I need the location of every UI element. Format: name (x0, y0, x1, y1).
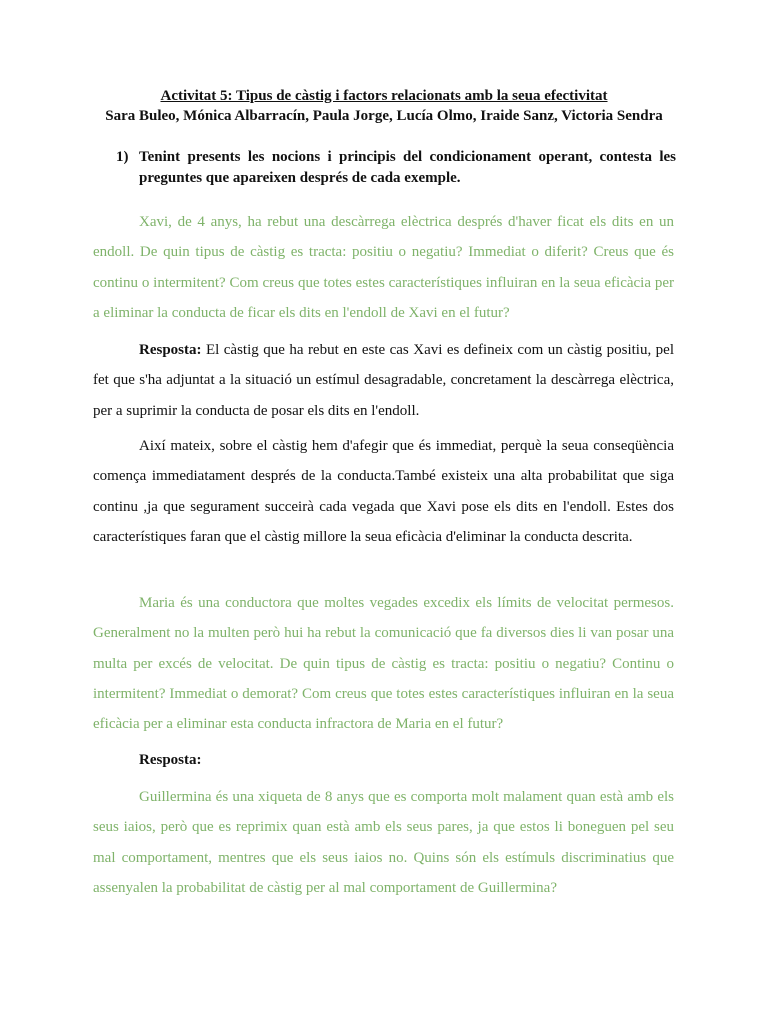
answer-text: El càstig que ha rebut en este cas Xavi es defineix com un càstig positiu, pel fet que s'ha adjuntat a la situació un estímul desagradable, concretament la descàrrega elèctrica, per a suprimir la conducta de posar els dits en l'endoll. (93, 342, 674, 419)
question-number: 1) (116, 149, 129, 165)
example-guillermina: Guillermina és una xiqueta de 8 anys que es comporta molt malament quan està amb els seus iaios, però que es reprimix quan està amb els seus pares, ja que estos li boneguen pel seu mal comportament, mentres que els seus iaios no. Quins són els estímuls discriminatius que assenyalen la probabilitat de càstig per al mal comportament de Guillermina? (93, 789, 674, 896)
answer-xavi-paragraph-2: Així mateix, sobre el càstig hem d'afegir que és immediat, perquè la seua conseqüència comença immediatament després de la conducta.També existeix una alta probabilitat que siga continu ,ja que segurament succeirà cada vegada que Xavi pose els dits en l'endoll. Estes dos característiques faran que el càstig millore la seua eficàcia d'eliminar la conducta descrita. (93, 438, 674, 545)
example-maria: Maria és una conductora que moltes vegades excedix els límits de velocitat permesos. Generalment no la multen però hui ha rebut la comunicació que fa diversos dies li van posar una multa per excés de velocitat. De quin tipus de càstig es tracta: positiu o negatiu? Continu o intermitent? Immediat o demorat? Com creus que totes estes característiques influiran en la seua eficàcia per a eliminar esta conducta infractora de Maria en el futur? (93, 595, 674, 733)
answer-maria-label: Resposta: (139, 752, 202, 768)
example-xavi: Xavi, de 4 anys, ha rebut una descàrrega elèctrica després d'haver ficat els dits en un endoll. De quin tipus de càstig es tracta: positiu o negatiu? Immediat o diferit? Creus que és continu o intermitent? Com creus que totes estes característiques influiran en la seua eficàcia per a eliminar la conducta de ficar els dits en l'endoll de Xavi en el futur? (93, 214, 674, 321)
answer-xavi-paragraph-1 (93, 335, 674, 426)
activity-title: Activitat 5: Tipus de càstig i factors relacionats amb la seua efectivitat (160, 88, 608, 104)
answer-label: Resposta: (139, 342, 202, 358)
question-text: Tenint presents les nocions i principis del condicionament operant, contesta les preguntes que apareixen després de cada exemple. (139, 149, 676, 186)
question-1 (116, 147, 676, 189)
authors-line: Sara Buleo, Mónica Albarracín, Paula Jorge, Lucía Olmo, Iraide Sanz, Victoria Sendra (105, 108, 663, 124)
